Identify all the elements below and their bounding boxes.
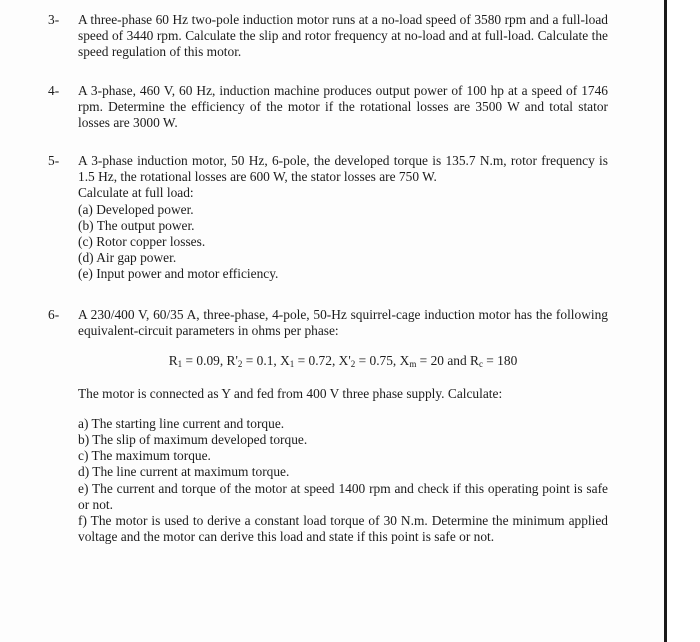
list-item: (d) Air gap power. [78,250,177,266]
problem-text: A 3-phase induction motor, 50 Hz, 6-pole, the developed torque is 135.7 N.m, rotor frequency is 1.5 Hz, the rotational losses are 600 W, the stator losses are 750 W. [78,153,608,185]
problem-3 [48,12,608,61]
problem-number: 3- [48,12,60,27]
list-item: a) The starting line current and torque. [78,415,285,431]
connection-text: The motor is connected as Y and fed from 400 V three phase supply. Calculate: [78,385,503,401]
problem-text: A three-phase 60 Hz two-pole induction motor runs at a no-load speed of 3580 rpm and a full-load speed of 3440 rpm. Calculate the slip and rotor frequency at no-load and at full-load. Calculate the speed regulation of this motor. [78,12,608,60]
list-item: (c) Rotor copper losses. [78,234,206,250]
list-item: f) The motor is used to derive a constant load torque of 30 N.m. Determine the minimum applied voltage and the motor can derive this load and state if this point is safe or not. [78,513,608,545]
list-item: (a) Developed power. [78,201,194,217]
problem-lead: Calculate at full load: [78,185,194,201]
list-item: (e) Input power and motor efficiency. [78,266,279,282]
problem-text: A 230/400 V, 60/35 A, three-phase, 4-pole, 50-Hz squirrel-cage induction motor has the following equivalent-circuit parameters in ohms per phase: [78,307,608,339]
parameter-equation: $R_1 = 0.09$, $R'_2 = 0.1$, $X_1 = 0.72$, $X'_2 = 0.75$, $X_m = 20$ and $R_c = 180$ [168,353,518,370]
problem-text: A 3-phase, 460 V, 60 Hz, induction machine produces output power of 100 hp at a speed of 1746 rpm. Determine the efficiency of the motor if the rotational losses are 3500 W and total stator losses are 3000 W. [78,83,608,131]
problem-number: 4- [48,83,60,98]
list-item: c) The maximum torque. [78,448,211,464]
problem-number: 5- [48,153,60,168]
problem-6 [48,307,608,545]
list-item: (b) The output power. [78,217,195,233]
problem-4 [48,83,608,132]
problem-5 [48,153,608,283]
problem-number: 6- [48,307,60,322]
list-item: b) The slip of maximum developed torque. [78,432,308,448]
list-item: d) The line current at maximum torque. [78,464,290,480]
list-item: e) The current and torque of the motor at speed 1400 rpm and check if this operating point is safe or not. [78,480,608,512]
margin-area [667,0,700,642]
